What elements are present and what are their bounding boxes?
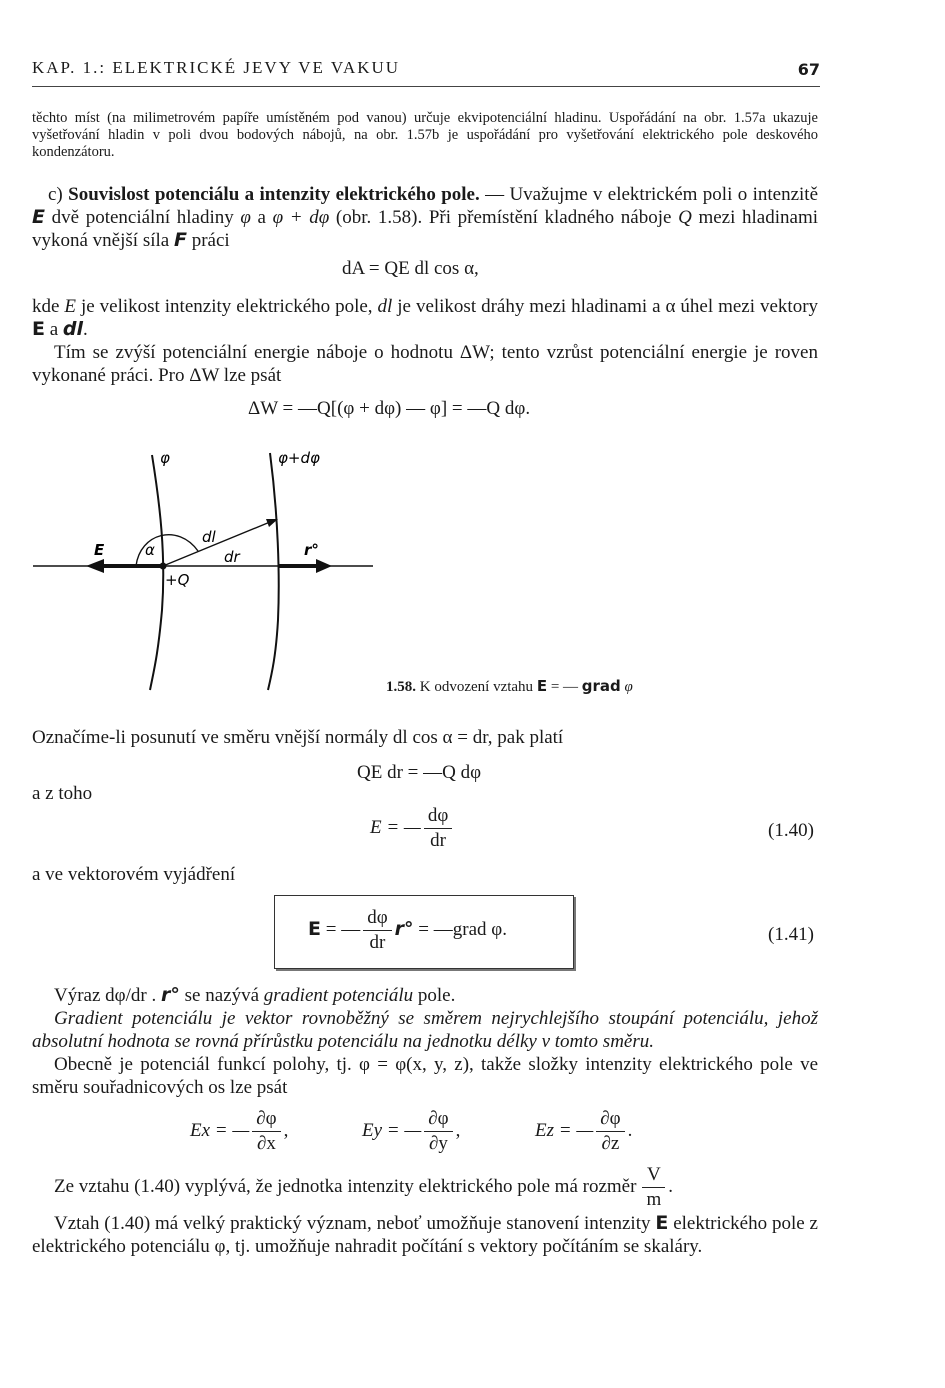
symbol-Q: Q [678,207,692,228]
unit-num: V [642,1164,665,1188]
partial-den: ∂y [429,1133,448,1154]
r0-arrowhead [316,559,332,573]
partial-fraction [424,1108,452,1155]
eq141-den: dr [369,932,386,953]
label-dl: dl [202,528,216,546]
partial-den: ∂x [257,1133,276,1154]
paragraph-significance [32,1212,818,1258]
paragraph-normal: Označíme-li posunutí ve směru vnější normály dl cos α = dr, pak platí [32,727,564,748]
caption-E: E [536,677,548,695]
equation-number-1-40: (1.40) [768,820,814,841]
page-number: 67 [797,60,820,79]
equation-number-1-41: (1.41) [768,924,814,945]
paragraph-unit [54,1164,673,1211]
text-a-z-toho: a z toho [32,783,93,804]
partial-lhs: Ez = — [535,1119,594,1141]
vector-r0: r° [161,984,180,1006]
label-phi: φ [160,449,170,467]
text-span: a [257,207,266,228]
symbol-E: E [64,296,77,317]
caption-grad: grad [581,677,621,695]
text-span: . [83,319,88,340]
text-span: Výraz dφ/dr . [54,985,157,1006]
symbol-dl: dl [377,296,393,317]
vector-F: F [173,229,187,251]
equation-1-40 [370,805,455,852]
symbol-phi-dphi: φ + dφ [272,207,330,228]
intro-paragraph: těchto míst (na milimetrovém papíře umístěném pod vanou) určuje ekvipotenciální hladinu. Uspořádání na obr. 1.57a ukazuje vyšetřování hladin v poli dvou bodových nábojů, na obr. 1.57b je uspořádání pro vyšetřování elektrického pole deskového kondenzátoru. [32,110,818,160]
text-vektorove: a ve vektorovém vyjádření [32,864,236,885]
E-arrowhead [86,559,104,573]
equation-QEdr: QE dr = —Q dφ [357,762,482,783]
eq141-eqsign: = — [325,918,361,940]
unit-den: m [646,1189,662,1210]
partial-Ex [190,1108,288,1155]
text-span: Ze vztahu (1.40) vyplývá, že jednotka intenzity elektrického pole má rozměr [54,1175,637,1197]
text-span: práci [191,230,230,251]
partial-Ez [535,1108,632,1155]
label-plus-Q: +Q [165,571,190,589]
section-label: c) [48,184,63,205]
label-dr: dr [224,548,240,566]
figure-1-58 [28,445,388,695]
figure-caption [386,677,633,696]
equation-1-41 [308,907,507,954]
vector-dl: dl [62,318,84,340]
partial-lhs: Ey = — [362,1119,422,1141]
label-phi-dphi: φ+dφ [278,449,320,467]
eq141-r0: r° [394,917,414,940]
unit-fraction [642,1164,665,1211]
chapter-title: KAP. 1.: ELEKTRICKÉ JEVY VE VAKUU [32,58,401,77]
caption-number: 1.58. [386,679,416,695]
partial-num: ∂φ [252,1108,280,1132]
label-r0: r° [304,541,319,559]
eq140-lhs: E = — [370,816,421,838]
equation-dW: ΔW = —Q[(φ + dφ) — φ] = —Q dφ. [248,398,531,419]
text-span: a [49,319,59,340]
vector-E: E [32,318,45,340]
term-gradient: gradient potenciálu [263,985,414,1006]
text-span: mezi hladinami vykoná vnější síla [32,207,819,251]
equation-dA: dA = QE dl cos α, [342,258,479,279]
text-span: — Uvažujme v elektrickém poli o intenzitě [485,184,819,205]
text-span: (obr. 1.58). Při přemístění kladného náboje [335,207,672,228]
text-span: pole. [417,985,456,1006]
eq141-num: dφ [363,907,391,931]
partial-num: ∂φ [424,1108,452,1132]
paragraph-definition: Gradient potenciálu je vektor rovnoběžný se směrem nejrychlejšího stoupání potenciálu, jehož absolutní hodnota se rovná přírůstku potenciálu na jednotku délky v tomto směru. [32,1008,818,1052]
running-header [32,58,820,87]
caption-phi: φ [624,679,633,695]
symbol-phi: φ [240,207,251,228]
partial-den: ∂z [601,1133,620,1154]
equipotential-phi-dphi [268,453,279,690]
partial-tail: , [455,1119,461,1141]
caption-eq: = — [550,679,579,695]
caption-text: K odvození vztahu [419,679,534,695]
text-span: Vztah (1.40) má velký praktický význam, neboť umožňuje stanovení intenzity [54,1213,651,1234]
text-span: je velikost intenzity elektrického pole, [80,296,373,317]
partial-Ey [362,1108,460,1155]
dl-vector [163,522,270,566]
equipotential-phi [150,455,163,690]
text-span: dvě potenciální hladiny [51,207,234,228]
vector-E: E [32,206,45,228]
label-alpha: α [145,541,155,559]
paragraph-components: Obecně je potenciál funkcí polohy, tj. φ = φ(x, y, z), takže složky intenzity elektrického pole ve směru souřadnicových os lze psát [32,1054,818,1098]
eq140-fraction [424,805,452,852]
paragraph-kde [32,295,818,341]
label-E: E [94,541,105,559]
eq140-den: dr [430,830,446,851]
partial-fraction [252,1108,280,1155]
eq140-num: dφ [424,805,452,829]
paragraph-gradient [32,984,818,1007]
section-c-paragraph [32,183,818,252]
charge-point [160,563,167,570]
eq141-fraction [363,907,391,954]
text-span: je velikost dráhy mezi hladinami a α úhel mezi vektory [397,296,819,317]
partial-tail: . [627,1119,633,1141]
text-span: elektrického pole z elektrického potenciálu φ, tj. umožňuje nahradit počítání s vektory počítáním se skaláry. [32,1213,818,1257]
text-span: se nazývá [184,985,260,1006]
partial-fraction [596,1108,624,1155]
vector-E: E [655,1212,669,1234]
text-span: . [668,1175,673,1197]
paragraph-energy: Tím se zvýší potenciální energie náboje o hodnotu ΔW; tento vzrůst potenciální energie je roven vykonané práci. Pro ΔW lze psát [32,342,818,386]
eq141-rhs: = —grad φ. [418,918,507,940]
section-title: Souvislost potenciálu a intenzity elektrického pole. [68,184,480,205]
partial-num: ∂φ [596,1108,624,1132]
partial-lhs: Ex = — [190,1119,250,1141]
text-span: kde [32,296,60,317]
partial-tail: , [283,1119,289,1141]
eq141-E: E [308,917,321,940]
